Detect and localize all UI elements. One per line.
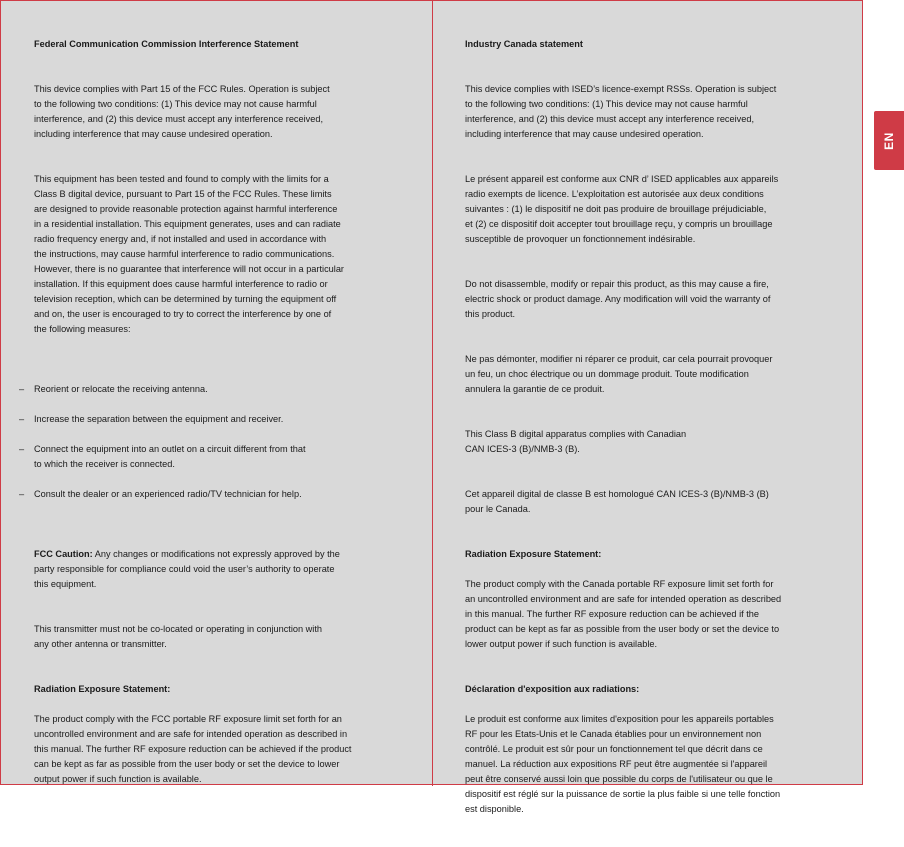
ic-radiation-heading: Radiation Exposure Statement:	[465, 549, 602, 559]
fcc-caution-paragraph: FCC Caution: Any changes or modifications not expressly approved by the party responsible for compliance could void the user’s authority to operate this equipment.	[34, 549, 340, 589]
fcc-caution-label: FCC Caution:	[34, 549, 93, 559]
fcc-radiation-heading: Radiation Exposure Statement:	[34, 684, 171, 694]
list-item: – Consult the dealer or an experienced radio/TV technician for help.	[34, 487, 419, 502]
class-b-statement-fr: Cet appareil digital de classe B est homologué CAN ICES-3 (B)/NMB-3 (B) pour le Canada.	[465, 489, 769, 514]
language-tab-label: EN	[882, 131, 896, 150]
ic-compliance-paragraph: This device complies with ISED’s licence-exempt RSSs. Operation is subject to the following two conditions: (1) This device may not cause harmful interference, and (2) this device must accept any interference received, including interference that may cause undesired operation.	[465, 84, 777, 139]
fcc-equipment-paragraph: This equipment has been tested and found to comply with the limits for a Class B digital device, pursuant to Part 15 of the FCC Rules. These limits are designed to provide reasonable protection against harmful interference in a residential installation. This equipment generates, uses and can radiate radio frequency energy and, if not installed and used in accordance with the instructions, may cause harmful interference to radio communications. However, there is no guarantee that interference will not occur in a particular installation. If this equipment does cause harmful interference to radio or television reception, which can be determined by turning the equipment off and on, the user is encouraged to try to correct the interference by one of the following measures:	[34, 174, 344, 334]
fcc-compliance-paragraph: This device complies with Part 15 of the FCC Rules. Operation is subject to the following two conditions: (1) This device may not cause harmful interference, and (2) this device must accept any interference received, including interference that may cause undesired operation.	[34, 84, 330, 139]
fcc-transmitter-paragraph: This transmitter must not be co-located or operating in conjunction with any other antenna or transmitter.	[34, 624, 323, 649]
list-dash: –	[19, 414, 25, 424]
list-item: – Increase the separation between the equipment and receiver.	[34, 412, 419, 427]
declaration-paragraph: Le produit est conforme aux limites d'exposition pour les appareils portables RF pour les Etats-Unis et le Canada établies pour un environnement non contrôlé. Le produit est sûr pour un fonctionnement tel que décrit dans ce manuel. La réduction aux expositions RF peut être augmentée si l'appareil peut être conservé aussi loin que possible du corps de l'utilisateur ou que le dispositif est réglé sur la puissance de sortie la plus faible si une telle fonction est disponible.	[465, 714, 781, 814]
list-item: – Reorient or relocate the receiving antenna.	[34, 382, 419, 397]
list-dash: –	[19, 444, 25, 454]
declaration-heading: Déclaration d'exposition aux radiations:	[465, 684, 640, 694]
ic-column	[465, 22, 855, 847]
ic-heading: Industry Canada statement	[465, 39, 583, 49]
disassembly-warning-fr: Ne pas démonter, modifier ni réparer ce produit, car cela pourrait provoquer un feu, un choc électrique ou un dommage produit. Toute modification annulera la garantie de ce produit.	[465, 354, 773, 394]
fcc-column	[19, 22, 419, 817]
disassembly-warning: Do not disassemble, modify or repair this product, as this may cause a fire, electric shock or product damage. Any modification will void the warranty of this product.	[465, 279, 771, 319]
column-divider	[432, 1, 433, 786]
measures-list	[19, 367, 419, 517]
fcc-radiation-paragraph: The product comply with the FCC portable RF exposure limit set forth for an uncontrolled environment and are safe for intended operation as described in this manual. The further RF exposure reduction can be achieved if the product can be kept as far as possible from the user body or set the device to lower output power if such function is available.	[34, 714, 352, 784]
ic-radiation-paragraph: The product comply with the Canada portable RF exposure limit set forth for an uncontrolled environment and are safe for intended operation as described in this manual. The further RF exposure reduction can be achieved if the product can be kept as far as possible from the user body or set the device to lower output power if such function is available.	[465, 579, 782, 649]
ic-compliance-paragraph-fr: Le présent appareil est conforme aux CNR d’ ISED applicables aux appareils radio exempts de licence. L’exploitation est autorisée aux deux conditions suivantes : (1) le dispositif ne doit pas produire de brouillage préjudiciable, et (2) ce dispositif doit accepter tout brouillage reçu, y compris un brouillage susceptible de provoquer un fonctionnement indésirable.	[465, 174, 779, 244]
list-dash: –	[19, 384, 25, 394]
list-dash: –	[19, 489, 25, 499]
fcc-heading: Federal Communication Commission Interference Statement	[34, 39, 299, 49]
list-item: – Connect the equipment into an outlet on a circuit different from that to which the receiver is connected.	[19, 444, 306, 469]
class-b-statement: This Class B digital apparatus complies with Canadian CAN ICES-3 (B)/NMB-3 (B).	[465, 429, 687, 454]
language-tab[interactable]	[874, 111, 904, 170]
